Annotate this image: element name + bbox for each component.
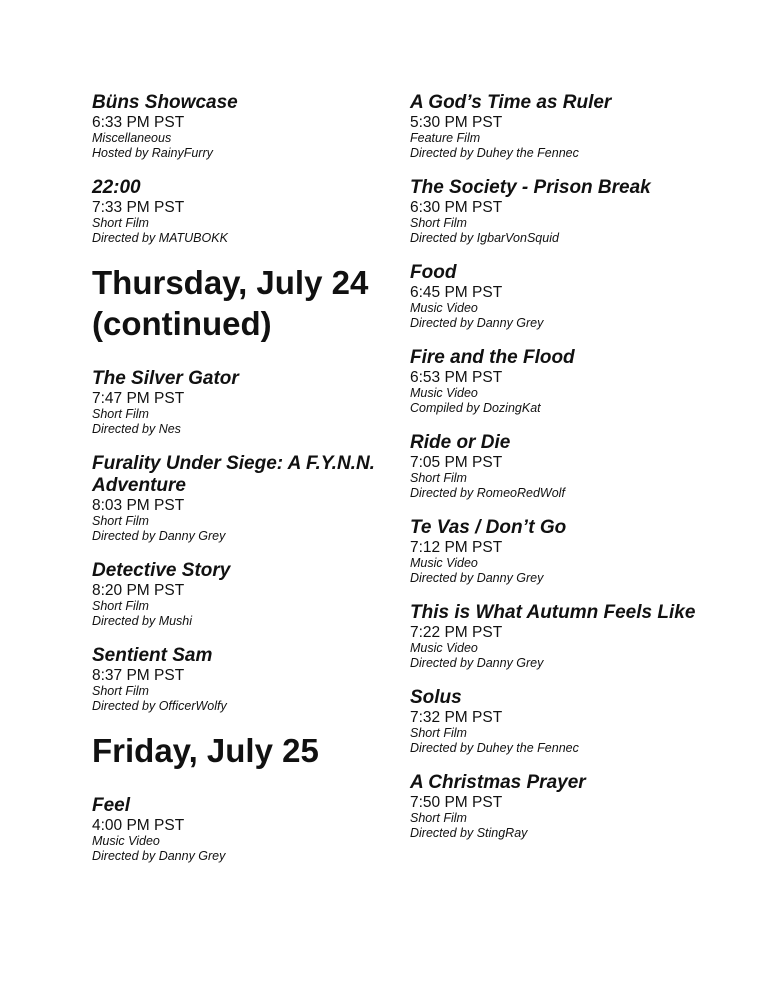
entry-credit: Directed by Danny Grey xyxy=(92,529,226,543)
schedule-entry xyxy=(410,772,740,841)
entry-category: Miscellaneous xyxy=(92,131,172,145)
entry-title: Furality Under Siege: A F.Y.N.N. Adventure xyxy=(92,453,375,496)
entry-time: 6:30 PM PST xyxy=(410,199,503,216)
schedule-entry xyxy=(92,795,392,864)
day-heading-friday: Friday, July 25 xyxy=(92,732,319,769)
entry-title: The Silver Gator xyxy=(92,368,239,389)
entry-title: A Christmas Prayer xyxy=(410,772,586,793)
entry-title: A God’s Time as Ruler xyxy=(410,92,612,113)
entry-credit: Directed by IgbarVonSquid xyxy=(410,231,559,245)
entry-title: The Society - Prison Break xyxy=(410,177,651,198)
schedule-entry xyxy=(410,517,740,586)
schedule-entry xyxy=(92,368,392,437)
entry-title: Sentient Sam xyxy=(92,645,213,666)
day-heading-thursday: Thursday, July 24 (continued) xyxy=(92,264,369,342)
entry-title: Feel xyxy=(92,795,131,816)
entry-category: Music Video xyxy=(92,834,160,848)
entry-credit: Compiled by DozingKat xyxy=(410,401,541,415)
entry-time: 7:47 PM PST xyxy=(92,390,185,407)
entry-category: Short Film xyxy=(92,216,149,230)
entry-category: Short Film xyxy=(92,599,149,613)
entry-title: This is What Autumn Feels Like xyxy=(410,602,696,623)
entry-credit: Directed by Danny Grey xyxy=(410,656,544,670)
entry-credit: Directed by RomeoRedWolf xyxy=(410,486,565,500)
entries-thursday-group xyxy=(92,368,392,714)
schedule-entry xyxy=(410,92,740,161)
entry-time: 7:05 PM PST xyxy=(410,454,503,471)
entry-time: 8:03 PM PST xyxy=(92,497,185,514)
entry-credit: Directed by Danny Grey xyxy=(92,849,226,863)
entry-time: 7:12 PM PST xyxy=(410,539,503,556)
entry-time: 4:00 PM PST xyxy=(92,817,185,834)
entry-credit: Hosted by RainyFurry xyxy=(92,146,213,160)
entry-category: Short Film xyxy=(410,726,467,740)
entry-category: Short Film xyxy=(410,216,467,230)
schedule-entry xyxy=(410,347,740,416)
entry-time: 8:37 PM PST xyxy=(92,667,185,684)
entry-category: Short Film xyxy=(92,407,149,421)
entry-credit: Directed by MATUBOKK xyxy=(92,231,228,245)
entry-category: Short Film xyxy=(92,514,149,528)
entry-time: 6:53 PM PST xyxy=(410,369,503,386)
entry-category: Short Film xyxy=(410,811,467,825)
schedule-entry xyxy=(92,453,392,544)
entry-category: Music Video xyxy=(410,301,478,315)
entry-time: 7:50 PM PST xyxy=(410,794,503,811)
schedule-entry xyxy=(92,92,392,161)
entry-credit: Directed by Danny Grey xyxy=(410,316,544,330)
schedule-entry xyxy=(410,177,740,246)
schedule-entry xyxy=(92,645,392,714)
entry-title: 22:00 xyxy=(92,177,141,198)
entry-category: Music Video xyxy=(410,556,478,570)
entry-category: Short Film xyxy=(92,684,149,698)
entry-credit: Directed by StingRay xyxy=(410,826,528,840)
entry-time: 7:22 PM PST xyxy=(410,624,503,641)
entry-title: Food xyxy=(410,262,457,283)
schedule-entry xyxy=(410,687,740,756)
schedule-entry xyxy=(92,560,392,629)
entry-category: Short Film xyxy=(410,471,467,485)
entry-title: Te Vas / Don’t Go xyxy=(410,517,567,538)
entry-credit: Directed by Danny Grey xyxy=(410,571,544,585)
entry-time: 7:33 PM PST xyxy=(92,199,185,216)
entry-title: Solus xyxy=(410,687,462,708)
schedule-entry xyxy=(92,177,392,246)
entry-category: Music Video xyxy=(410,386,478,400)
entry-time: 5:30 PM PST xyxy=(410,114,503,131)
entry-credit: Directed by Duhey the Fennec xyxy=(410,146,579,160)
entry-credit: Directed by Mushi xyxy=(92,614,193,628)
entries-friday-group xyxy=(92,795,392,864)
entry-time: 7:32 PM PST xyxy=(410,709,503,726)
entry-time: 6:45 PM PST xyxy=(410,284,503,301)
entry-title: Büns Showcase xyxy=(92,92,238,113)
entry-title: Detective Story xyxy=(92,560,231,581)
entries-before-group xyxy=(92,92,392,246)
schedule-entry xyxy=(410,602,740,671)
schedule-entry xyxy=(410,432,740,501)
entry-time: 6:33 PM PST xyxy=(92,114,185,131)
entry-title: Fire and the Flood xyxy=(410,347,575,368)
entry-credit: Directed by Duhey the Fennec xyxy=(410,741,579,755)
schedule-entry xyxy=(410,262,740,331)
left-column xyxy=(92,92,392,880)
entry-time: 8:20 PM PST xyxy=(92,582,185,599)
entry-credit: Directed by Nes xyxy=(92,422,181,436)
entry-credit: Directed by OfficerWolfy xyxy=(92,699,227,713)
entry-title: Ride or Die xyxy=(410,432,511,453)
entry-category: Feature Film xyxy=(410,131,481,145)
right-column xyxy=(410,92,740,857)
entry-category: Music Video xyxy=(410,641,478,655)
